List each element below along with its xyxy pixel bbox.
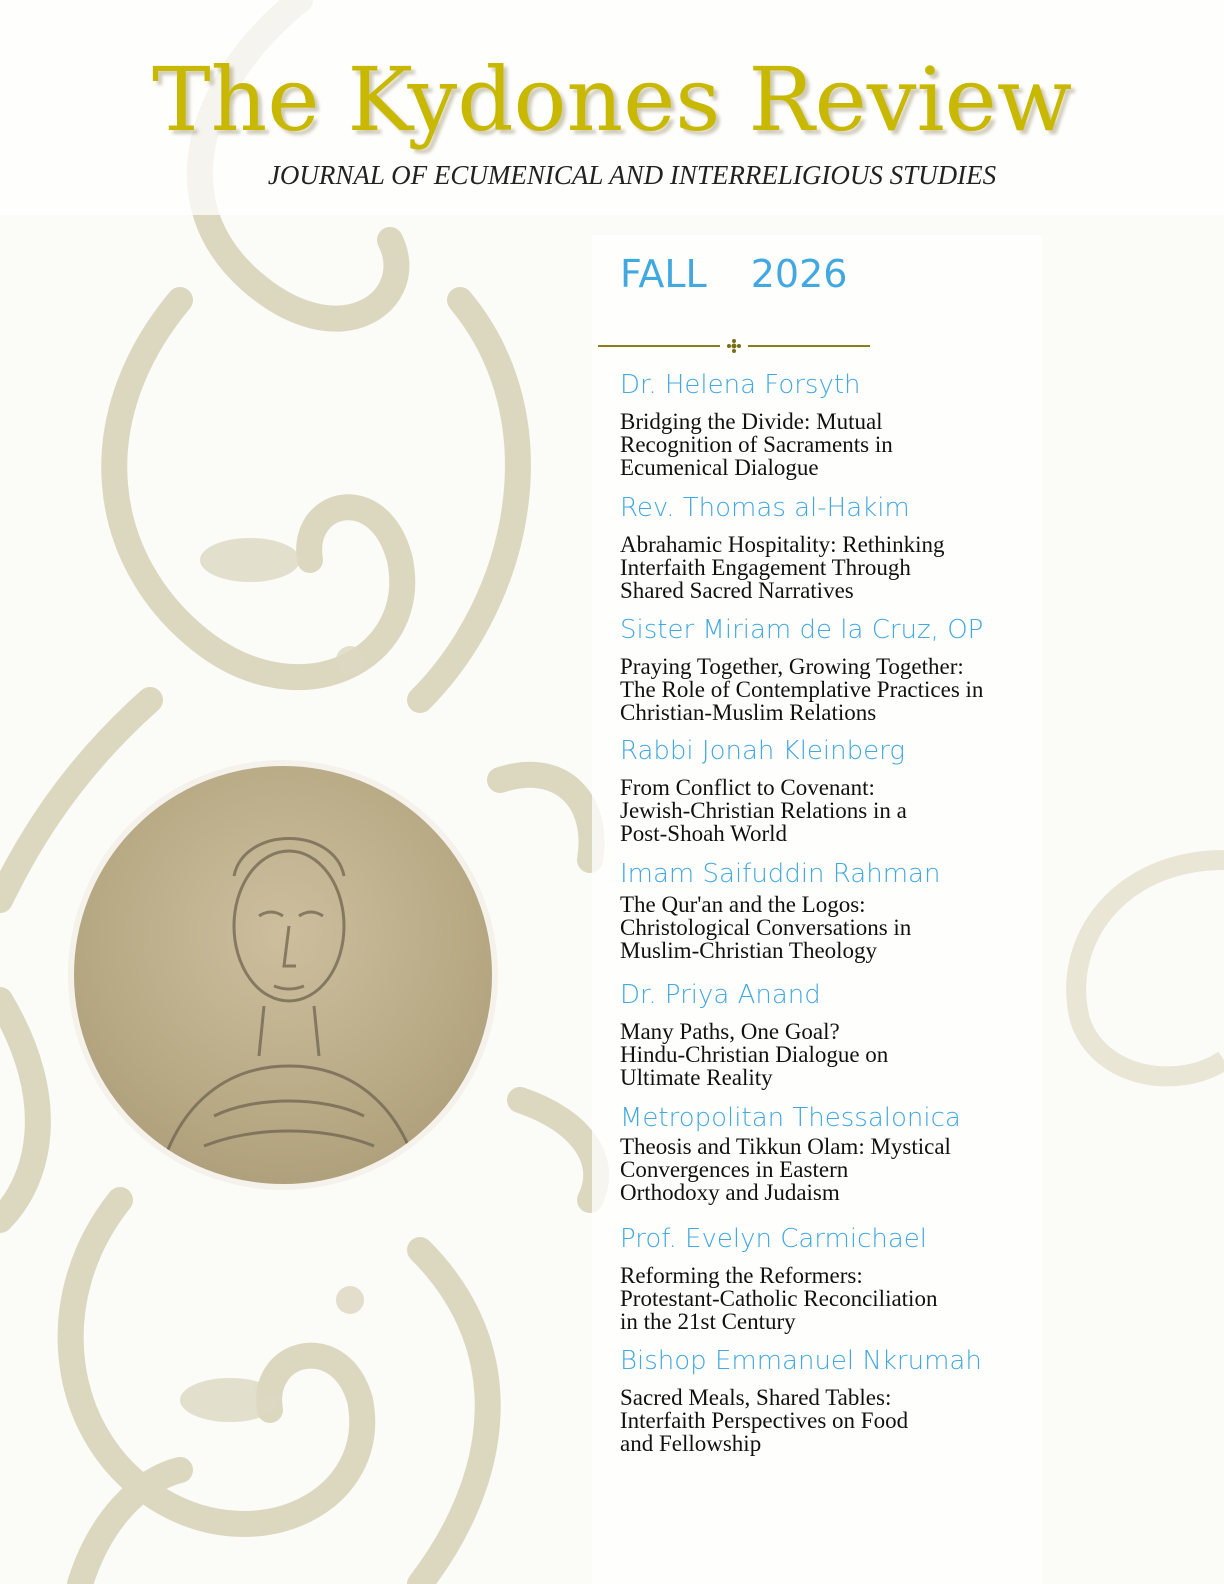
ornamental-divider [598,338,870,354]
title-line: Recognition of Sacraments in [620,432,893,457]
article-entry [620,980,1040,1089]
article-author: Imam Saifuddin Rahman [620,859,941,889]
title-line: Convergences in Eastern [620,1157,849,1182]
title-line: Christological Conversations in [620,915,912,940]
title-line: Sacred Meals, Shared Tables: [620,1385,892,1410]
title-line: in the 21st Century [620,1309,796,1334]
issue-year: 2026 [750,252,848,296]
article-author: Prof. Evelyn Carmichael [620,1224,927,1254]
article-entry [620,493,1040,602]
title-line: Hindu-Christian Dialogue on [620,1042,889,1067]
title-line: Christian-Muslim Relations [620,700,877,725]
title-line: Reforming the Reformers: [620,1263,863,1288]
title-line: Theosis and Tikkun Olam: Mystical [620,1134,951,1159]
title-line: Ultimate Reality [620,1065,773,1090]
article-entry [620,1346,1040,1455]
article-author: Rev. Thomas al-Hakim [620,493,910,523]
article-title [620,1020,1040,1089]
title-line: and Fellowship [620,1431,762,1456]
title-line: Shared Sacred Narratives [620,578,854,603]
article-title [620,655,1040,724]
article-author: Dr. Priya Anand [620,980,821,1010]
title-line: Ecumenical Dialogue [620,455,819,480]
article-entry [620,1103,1040,1204]
title-line: Post-Shoah World [620,821,788,846]
journal-subtitle: JOURNAL OF ECUMENICAL AND INTERRELIGIOUS STUDIES [267,160,997,190]
article-entry [620,859,1040,962]
issue-season: FALL [620,252,707,296]
title-line: Orthodoxy and Judaism [620,1180,840,1205]
article-title [620,533,1040,602]
article-entry [620,615,1040,724]
title-line: Abrahamic Hospitality: Rethinking [620,532,945,557]
title-line: Protestant-Catholic Reconciliation [620,1286,938,1311]
byzantine-mosaic-portrait [68,760,498,1190]
title-line: Bridging the Divide: Mutual [620,409,883,434]
article-entry [620,370,1040,479]
title-line: The Role of Contemplative Practices in [620,677,984,702]
title-line: Muslim-Christian Theology [620,938,878,963]
article-title [620,1386,1040,1455]
article-entry [620,736,1040,845]
title-line: Interfaith Engagement Through [620,555,911,580]
title-line: The Qur'an and the Logos: [620,892,866,917]
title-line: Jewish-Christian Relations in a [620,798,907,823]
article-author: Bishop Emmanuel Nkrumah [620,1346,982,1376]
title-line: Praying Together, Growing Together: [620,654,964,679]
article-author: Sister Miriam de la Cruz, OP [620,615,984,645]
journal-title: The Kydones Review [151,48,1073,151]
article-title [620,1264,1040,1333]
article-title [620,410,1040,479]
title-line: From Conflict to Covenant: [620,775,875,800]
article-entry [620,1224,1040,1333]
article-title [620,893,1040,962]
article-author: Rabbi Jonah Kleinberg [620,736,905,766]
article-author: Dr. Helena Forsyth [620,370,861,400]
article-title [620,776,1040,845]
article-author: Metropolitan Thessalonica [620,1103,961,1133]
issue-label [620,252,891,296]
article-title [620,1135,1040,1204]
title-line: Interfaith Perspectives on Food [620,1408,909,1433]
title-line: Many Paths, One Goal? [620,1019,840,1044]
